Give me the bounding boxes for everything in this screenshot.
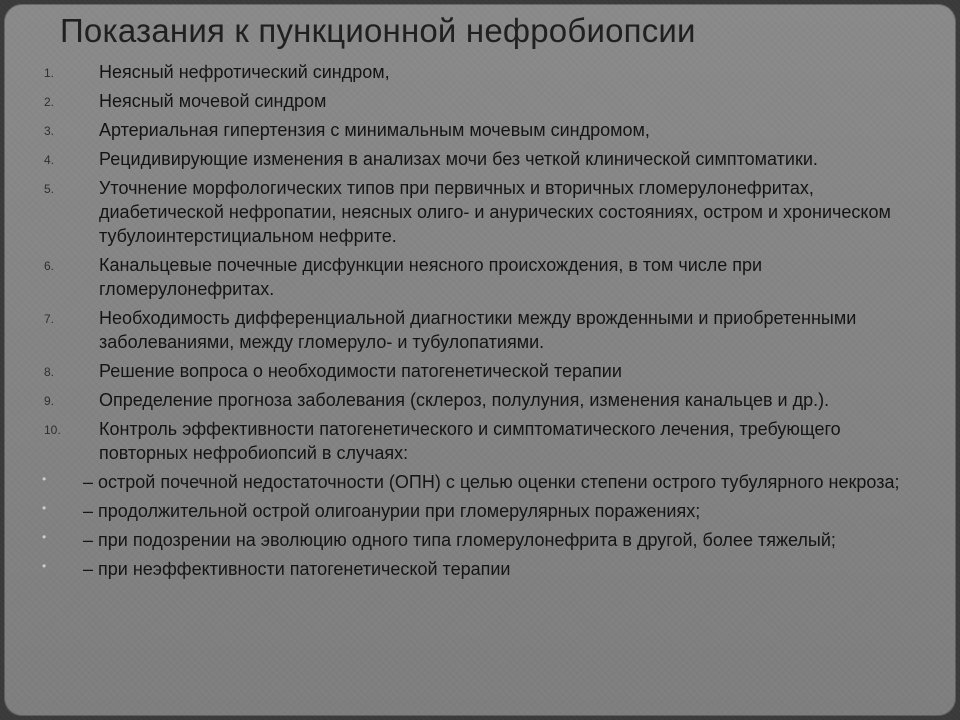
list-item <box>4 388 960 412</box>
indications-list <box>4 60 960 586</box>
list-item <box>4 176 960 248</box>
bullet-icon: • <box>42 559 47 573</box>
list-item-text: Неясный нефротический синдром, <box>99 62 390 82</box>
bullet-icon: • <box>42 530 47 544</box>
list-item-text: Уточнение морфологических типов при первичных и вторичных гломерулонефритах, диабетической нефропатии, неясных олиго- и анурических состояниях, остром и хроническом тубулоинтерстициальном нефрите. <box>99 178 891 246</box>
list-item <box>4 60 960 84</box>
list-item-text: Необходимость дифференциальной диагностики между врожденными и приобретенными заболеваниями, между гломеруло- и тубулопатиями. <box>99 308 857 352</box>
bullet-item-text: – продолжительной острой олигоанурии при гломерулярных поражениях; <box>83 501 701 521</box>
list-number: 3. <box>44 124 55 138</box>
bullet-icon: • <box>42 501 47 515</box>
bullet-item <box>4 528 960 552</box>
bullet-item-text: – при неэффективности патогенетической терапии <box>83 559 511 579</box>
list-item-text: Определение прогноза заболевания (склероз, полулуния, изменения канальцев и др.). <box>99 390 830 410</box>
list-item <box>4 359 960 383</box>
list-number: 4. <box>44 153 55 167</box>
bullet-item <box>4 470 960 494</box>
list-number: 1. <box>44 66 55 80</box>
slide-frame <box>4 4 956 716</box>
list-item <box>4 89 960 113</box>
list-number: 6. <box>44 259 55 273</box>
list-number: 2. <box>44 95 55 109</box>
list-number: 8. <box>44 365 55 379</box>
list-item-text: Решение вопроса о необходимости патогенетической терапии <box>99 361 622 381</box>
list-number: 9. <box>44 394 55 408</box>
bullet-item-text: – острой почечной недостаточности (ОПН) с целью оценки степени острого тубулярного некроза; <box>83 472 900 492</box>
list-item <box>4 147 960 171</box>
list-item-text: Контроль эффективности патогенетического и симптоматического лечения, требующего повторных нефробиопсий в случаях: <box>99 419 841 463</box>
list-item-text: Неясный мочевой синдром <box>99 91 327 111</box>
list-item <box>4 306 960 354</box>
list-item-text: Канальцевые почечные дисфункции неясного происхождения, в том числе при гломерулонефритах. <box>99 255 763 299</box>
list-number: 10. <box>44 423 61 437</box>
bullet-item-text: – при подозрении на эволюцию одного типа гломерулонефрита в другой, более тяжелый; <box>83 530 836 550</box>
list-number: 5. <box>44 182 55 196</box>
list-item <box>4 118 960 142</box>
bullet-item <box>4 557 960 581</box>
list-item-text: Рецидивирующие изменения в анализах мочи без четкой клинической симптоматики. <box>99 149 818 169</box>
list-item <box>4 417 960 465</box>
bullet-icon: • <box>42 472 47 486</box>
bullet-item <box>4 499 960 523</box>
list-number: 7. <box>44 312 55 326</box>
slide-title: Показания к пункционной нефробиопсии <box>60 12 696 49</box>
list-item <box>4 253 960 301</box>
list-item-text: Артериальная гипертензия с минимальным мочевым синдромом, <box>99 120 650 140</box>
